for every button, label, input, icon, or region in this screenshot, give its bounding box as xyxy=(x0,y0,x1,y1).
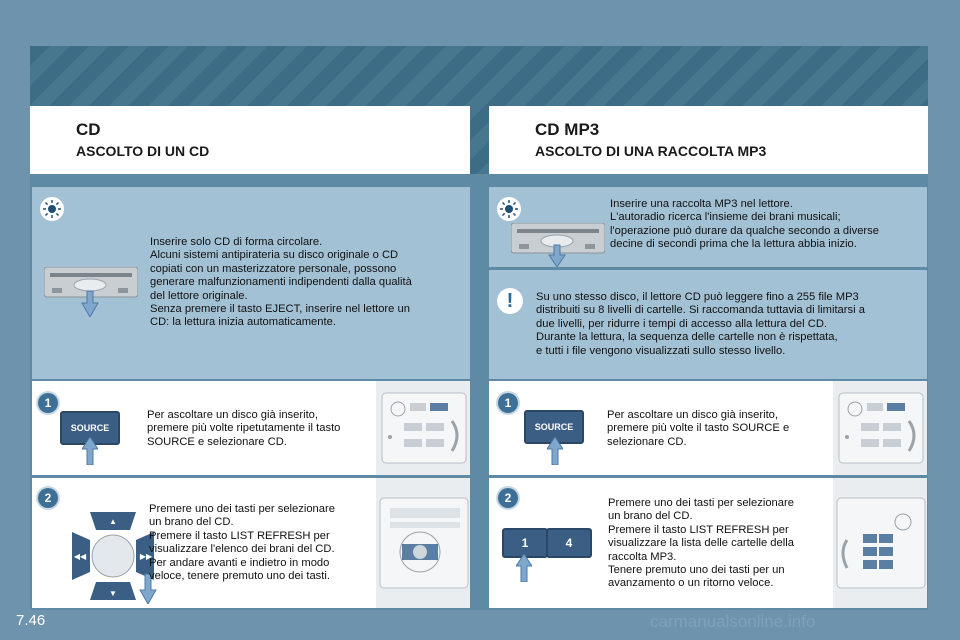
left-step1-text: Per ascoltare un disco già inserito, premere più volte ripetutamente il tasto SOURCE e selezionare CD. xyxy=(147,409,341,448)
light-icon xyxy=(40,197,64,221)
direction-pad-icon xyxy=(68,508,158,609)
cd-player-illustration xyxy=(511,223,605,272)
light-icon xyxy=(497,197,521,221)
press-arrow-icon xyxy=(82,437,98,470)
source-button: SOURCE xyxy=(60,411,120,445)
svg-text:◀◀: ◀◀ xyxy=(73,552,87,561)
preset-key-4: 4 xyxy=(546,528,592,558)
left-info-text: Inserire solo CD di forma circolare. Alcuni sistemi antipirateria su disco originale o CD copiati con un masterizzatore personale, possono generare malfunzionamenti indipendenti dalla qualità del lettore originale. Senza premere il tasto EJECT, inserire nel lettore un CD: la lettura inizia automaticamente. xyxy=(150,236,412,329)
page-number: 7.46 xyxy=(16,612,46,629)
radio-dpad-thumbnail xyxy=(376,478,470,608)
cd-player-illustration xyxy=(44,267,138,301)
step-number: 2 xyxy=(498,488,518,508)
left-title-box xyxy=(30,106,470,174)
right-step2-panel xyxy=(489,478,927,608)
right-subtitle: ASCOLTO DI UNA RACCOLTA MP3 xyxy=(535,143,767,159)
left-subtitle: ASCOLTO DI UN CD xyxy=(76,143,210,159)
radio-panel-thumbnail xyxy=(376,381,470,475)
right-info-text: Inserire una raccolta MP3 nel lettore. L'autoradio ricerca l'insieme dei brani musicali; l'operazione può durare da qualche secondo a diverse decine di secondi prima che la lettura abbia inizio. xyxy=(610,198,879,251)
left-title: CD xyxy=(76,120,101,139)
right-info-panel xyxy=(489,187,927,267)
left-step2-text: Premere uno dei tasti per selezionare un brano del CD. Premere il tasto LIST REFRESH per visualizzare l'elenco dei brani del CD. Per andare avanti e indietro in modo veloce, tenere premuto uno dei tasti. xyxy=(149,503,335,583)
radio-panel-thumbnail xyxy=(833,381,927,475)
radio-keypad-thumbnail xyxy=(833,478,927,608)
svg-text:▼: ▼ xyxy=(109,589,117,598)
svg-text:▶▶: ▶▶ xyxy=(139,552,153,561)
right-step1-panel xyxy=(489,381,927,475)
right-warning-panel xyxy=(489,270,927,379)
warning-icon: ! xyxy=(497,288,523,314)
step-number: 1 xyxy=(498,393,518,413)
preset-key-1: 1 xyxy=(502,528,548,558)
right-step2-text: Premere uno dei tasti per selezionare un brano del CD. Premere il tasto LIST REFRESH per visualizzare la lista delle cartelle della raccolta MP3. Tenere premuto uno dei tasti per un avanzamento o un ritorno veloce. xyxy=(608,497,794,590)
right-step1-text: Per ascoltare un disco già inserito, premere più volte il tasto SOURCE e selezionare CD. xyxy=(607,409,790,448)
right-warning-text: Su uno stesso disco, il lettore CD può leggere fino a 255 file MP3 distribuiti su 8 livelli di cartelle. Si raccomanda tuttavia di limitarsi a due livelli, per ridurre i tempi di accesso alla lettura del CD. Durante la lettura, la sequenza delle cartelle non è rispettata, e tutti i file vengono visualizzati sullo stesso livello. xyxy=(536,291,865,357)
step-number: 1 xyxy=(38,393,58,413)
right-title: CD MP3 xyxy=(535,120,600,139)
press-arrow-icon xyxy=(516,554,532,587)
left-step1-panel xyxy=(32,381,470,475)
step-number: 2 xyxy=(38,488,58,508)
watermark: carmanualsonline.info xyxy=(650,612,816,631)
source-button: SOURCE xyxy=(524,410,584,444)
press-arrow-icon xyxy=(547,437,563,470)
svg-text:▲: ▲ xyxy=(109,517,117,526)
left-step2-panel xyxy=(32,478,470,608)
right-title-box xyxy=(489,106,928,174)
left-info-panel xyxy=(32,187,470,379)
